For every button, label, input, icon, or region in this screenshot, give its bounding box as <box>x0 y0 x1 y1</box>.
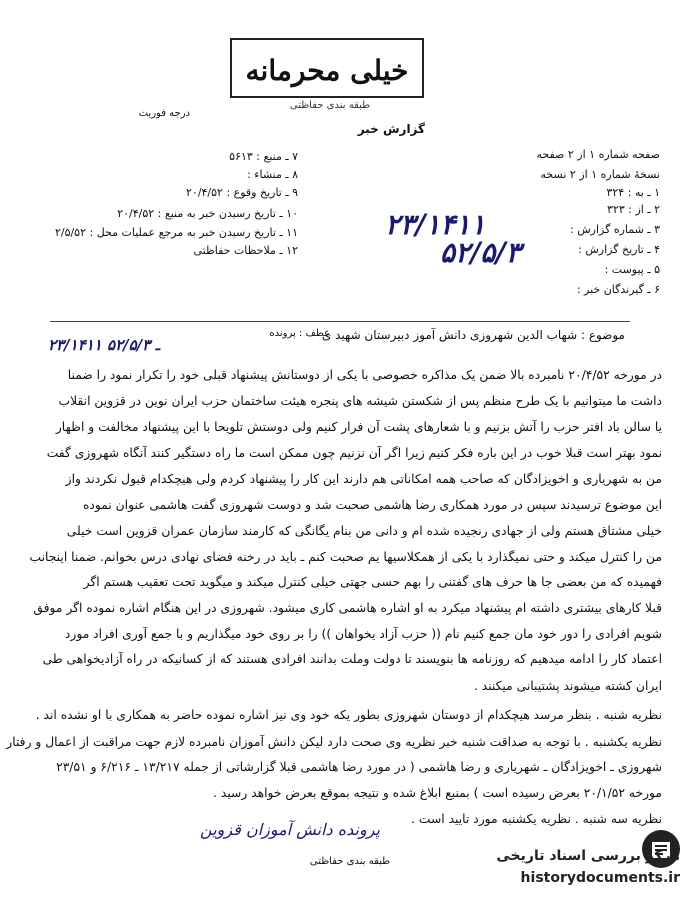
field-received-by-ops: ۱۱ ـ تاریخ رسیدن خبر به مرجع عملیات محل : ۲/۵/۵۲ <box>54 226 298 239</box>
field-origin: ۸ ـ منشاء : <box>247 168 298 181</box>
field-from: ۲ ـ از : ۳۲۳ <box>607 203 660 216</box>
subject-line: موضوع : شهاب الدین شهروزی دانش آموز دبیرستان شهید ی <box>321 328 625 342</box>
field-received-by-source: ۱۰ ـ تاریخ رسیدن خبر به منبع : ۲۰/۴/۵۲ <box>117 207 298 220</box>
priority-label: درجه فوریت <box>138 108 190 119</box>
classification-subtitle: طبقه بندی حفاظتی <box>289 100 371 111</box>
body-line: شویم افرادی را دور خود مان جمع کنیم نام (( حزب آزاد یخواهان )) را بر روی خود میگذاریم و با جمع آوری افراد مورد <box>64 627 662 641</box>
classification-stamp: خیلی محرمانه <box>245 54 409 87</box>
body-line: در مورخه ۲۰/۴/۵۲ نامبرده بالا ضمن یک مذاکره خصوصی با یکی از دوستانش پیشنهاد قبلی خود را تکرار نمود را ضمنا <box>67 368 662 382</box>
field-report-date: ۴ ـ تاریخ گزارش : <box>578 243 660 256</box>
body-line: شهروزی ـ اخویزادگان ـ شهریاری و رضا هاشمی ( در مورد رضا هاشمی قبلا گزارشاتی از جمله ۱۳/۲۱۷ ـ ۶/۲۱۶ و ۲۳/۵۱ <box>56 760 662 774</box>
body-line: اعتماد کار را ادامه میدهیم که روزنامه ها بنویسند تا دولت وملت بدانند افرادی هستند که از کسانیکه در راه آزادیخواهی طی <box>42 652 662 666</box>
watermark-url: historydocuments.ir <box>520 870 680 886</box>
field-report-number: ۳ ـ شماره گزارش : <box>570 223 660 236</box>
body-line: ایران کشته میشوند پشتیبانی میکنند . <box>473 679 662 693</box>
body-line: فهمیده که من بعضی جا ها حرف های گفتنی را بهم حسی جهتی خیلی کنترل میکند و میگوید تحت تعقیب هستم اگر <box>83 575 662 589</box>
body-line: نظریه سه شنبه . نظریه یکشنبه مورد تایید است . <box>411 812 662 826</box>
field-copy-number: نسخهٔ شماره ۱ از ۲ نسخه <box>540 168 660 181</box>
handwritten-margin-ref: ۲۳/۱۴۱۱ ـ ۵۲/۵/۳ <box>48 336 160 354</box>
divider-line <box>50 321 630 322</box>
handwritten-report-number: ۲۳/۱۴۱۱ <box>385 208 486 241</box>
body-line: این موضوع ترسیدند سپس در مورد همکاری رضا هاشمی صحبت شد و دوست شهروزی گفت هاشمی عنوان نموده <box>82 498 662 512</box>
field-source: ۷ ـ منبع : ۵۶۱۳ <box>229 150 298 163</box>
footer-classification: طبقه بندی حفاظتی <box>309 856 391 867</box>
body-line: من را کنترل میکند و حتی نمیگذارد با یکی از همکلاسیها یم صحبت کنم ـ باید در رخنه فضای نهادی درس بخوانم. ضمنا اینجانب <box>29 550 662 564</box>
body-line: خیلی مشتاق هستم ولی از جهادی رنجیده شده ام و دانی من بنام یگانگی که کارمند سازمان عمران قزوین است خیلی <box>66 524 662 538</box>
field-to: ۱ ـ به : ۳۲۴ <box>606 186 660 199</box>
field-attachment: ۵ ـ پیوست : <box>604 263 660 276</box>
watermark-title: مرکز بررسی اسناد تاریخی <box>496 848 680 864</box>
report-type: گزارش خبر <box>357 122 425 136</box>
body-line: مورخه ۲۰/۱/۵۲ بعرض رسیده است ) بمنبع ابلاغ شده و نتیجه بموقع بعرض خواهد رسید . <box>213 786 662 800</box>
handwritten-report-date: ۵۲/۵/۳ <box>440 236 521 269</box>
body-line: قبلا کارهای بیشتری داشته ام پیشنهاد میکرد به او اشاره هاشمی کاری میشود. شهروزی در این هنگام اشاره نموده اگر موفق <box>33 601 662 615</box>
body-line: من به شهریاری و اخویزادگان که صاحب همه امکاناتی هم دارند این کار را پیشنهاد کردم ولی هیچکدام قبول نکردند واز <box>65 472 662 486</box>
body-line: داشت ما میتوانیم با یک طرح منظم پس از شکستن شیشه های پنجره هیئت ساختمان حزب ایران نوین در قزوین انقلاب <box>58 394 662 408</box>
field-page-number: صفحه شماره ۱ از ۲ صفحه <box>536 148 660 161</box>
body-line: یا سالن باد افتر حزب را آتش بزنیم و با شعارهای پشت آن فرار کنیم ولی دوستش تلویحا با این پیشنهاد مخالفت و اظهار <box>55 420 662 434</box>
handwritten-signature: پرونده دانش آموزان قزوین <box>200 820 380 839</box>
field-event-date: ۹ ـ تاریخ وقوع : ۲۰/۴/۵۲ <box>186 186 298 199</box>
body-line: نظریه شنبه . بنظر مرسد هیچکدام از دوستان شهروزی بطور یکه خود وی نیز اشاره نموده حاضر به همکاری با او نشده اند . <box>35 708 662 722</box>
file-reference: عطف : پرونده <box>269 328 330 339</box>
field-recipients: ۶ ـ گیرندگان خبر : <box>576 283 660 296</box>
body-line: نظریه یکشنبه . با توجه به صداقت شنبه خبر نظریه وی صحت دارد لیکن دانش آموزان نامبرده لازم جهت مراقبت از اعمال و رفتار <box>6 735 662 749</box>
field-security-notes: ۱۲ ـ ملاحظات حفاظتی <box>193 244 298 257</box>
body-line: نمود بهتر است قبلا خوب در این باره فکر کنیم زیرا اگر آن نزنیم چون ممکن است ما راه دستگیر کنند آنگاه شهروزی گفت <box>46 446 662 460</box>
